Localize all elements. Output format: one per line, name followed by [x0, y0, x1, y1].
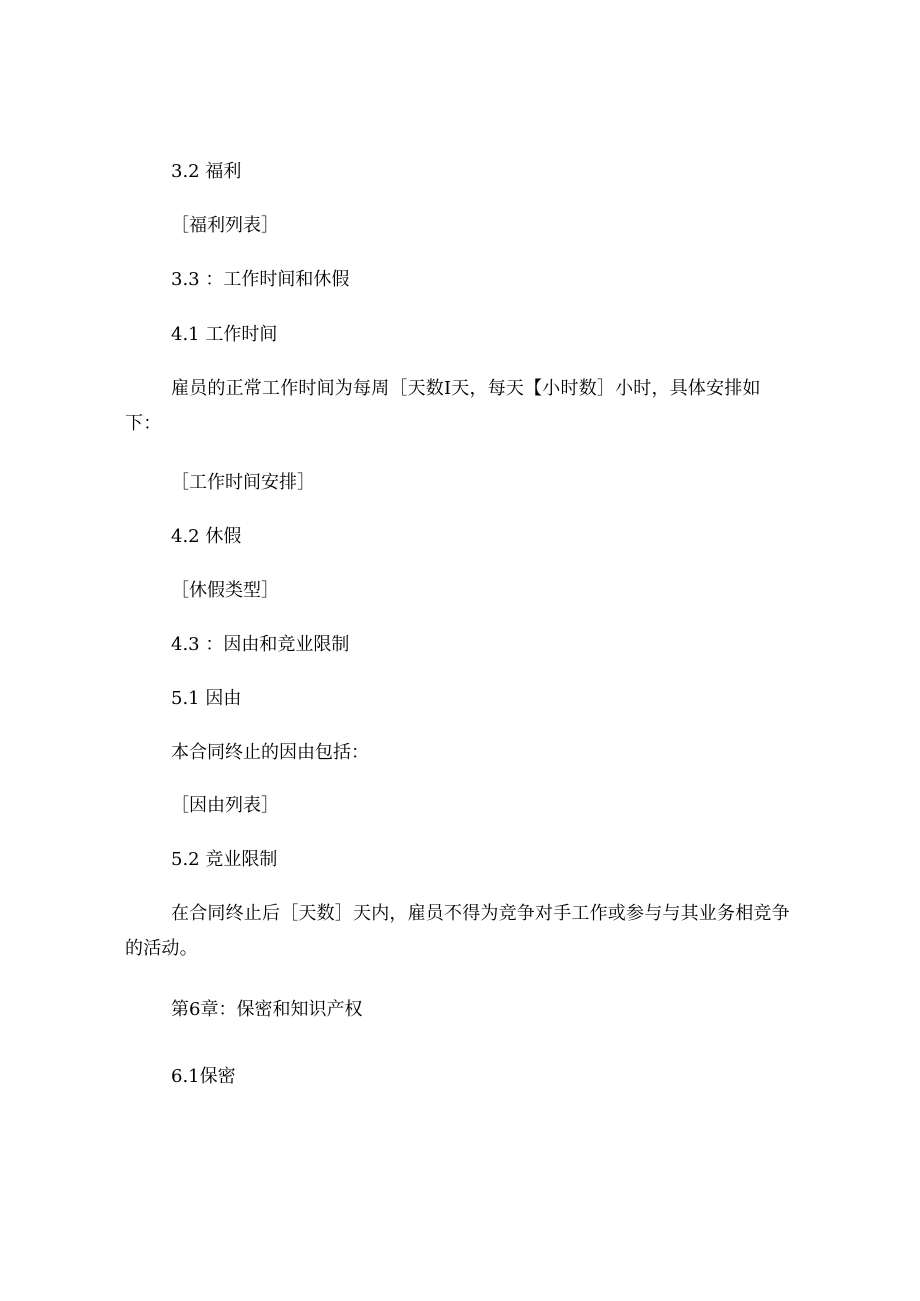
placeholder-leave-types: ［休假类型］	[171, 580, 279, 601]
section-heading-6-1: 6.1保密	[171, 1066, 236, 1087]
chapter-heading-termination-noncompete: 4.3 ：因由和竞业限制	[171, 634, 350, 655]
section-heading-4-2: 4.2 休假	[171, 526, 242, 547]
paragraph-termination-reasons: 本合同终止的因由包括：	[171, 742, 369, 763]
section-heading-5-2: 5.2 竞业限制	[171, 849, 278, 870]
chapter-heading-work-hours-leave: 3.3 ：工作时间和休假	[171, 269, 350, 290]
chapter-heading-6: 第6章：保密和知识产权	[171, 999, 363, 1020]
section-heading-4-1: 4.1 工作时间	[171, 324, 278, 345]
placeholder-benefits-list: ［福利列表］	[171, 215, 279, 236]
section-heading-5-1: 5.1 因由	[171, 688, 242, 709]
section-heading-3-2: 3.2 福利	[171, 161, 242, 182]
paragraph-non-compete: 在合同终止后［天数］天内，雇员不得为竞争对手工作或参与与其业务相竞争的活动。	[125, 903, 790, 959]
paragraph-working-hours: 雇员的正常工作时间为每周［天数I天，每天【小时数］小时，具体安排如下：	[125, 378, 761, 434]
placeholder-reasons-list: ［因由列表］	[171, 795, 279, 816]
placeholder-work-schedule: ［工作时间安排］	[171, 472, 315, 493]
